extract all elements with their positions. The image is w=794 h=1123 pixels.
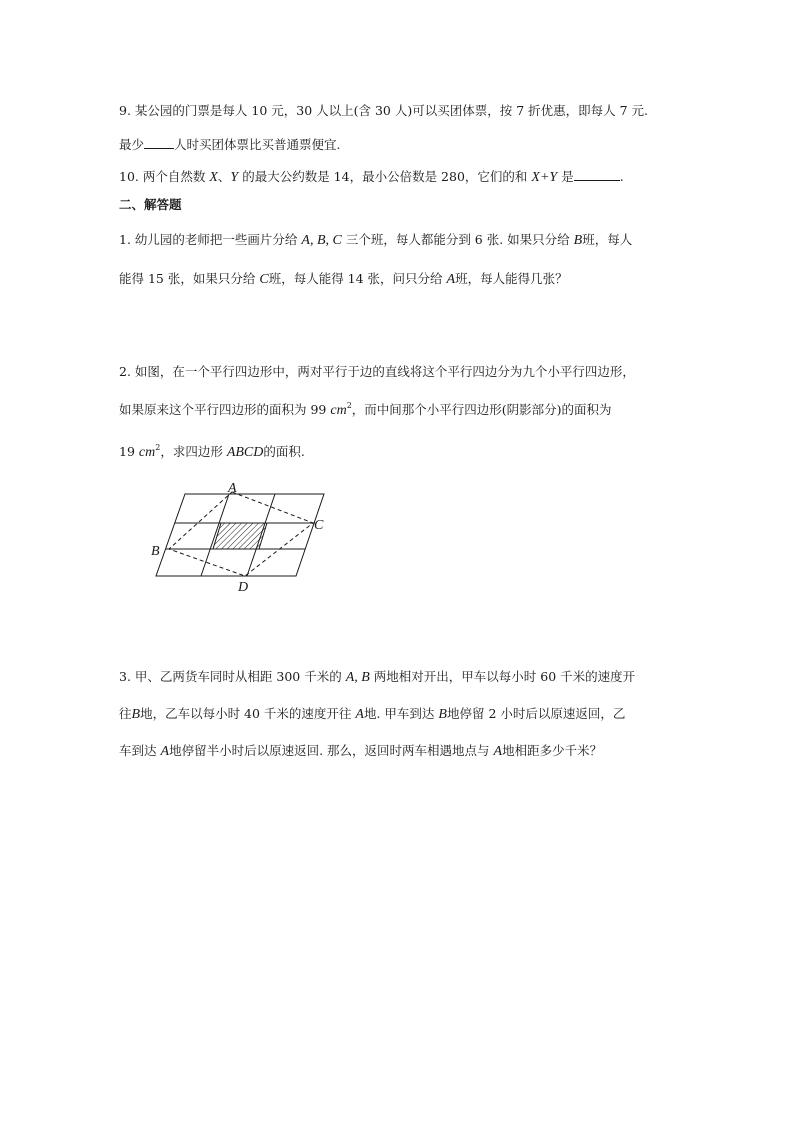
- p1-text-2b: 班，每人能得 14 张，问只分给: [268, 271, 443, 286]
- p2-line-1: [119, 366, 635, 379]
- p2-exp-2: 2: [155, 443, 161, 452]
- p3-text-1b: 两地相对开出，甲车以每小时 60 千米的速度开: [373, 669, 636, 684]
- p2-text-3b: ，求四边形: [160, 444, 223, 459]
- section-title-text: 二、解答题: [119, 197, 182, 212]
- q9-text-2b: 人时买团体票比买普通票便宜.: [174, 137, 341, 152]
- label-c: C: [314, 518, 324, 533]
- p2-line-3: [119, 443, 305, 460]
- shaded-cell: [213, 523, 267, 549]
- p3-a-1: A: [355, 707, 364, 722]
- section-title: [119, 199, 182, 212]
- p1-abc: A, B, C: [301, 233, 342, 248]
- p1-text-2c: 班，每人能得几张？: [455, 271, 568, 286]
- p3-line-2: [119, 708, 625, 722]
- p2-unit-1: cm: [330, 403, 347, 418]
- p1-text-2a: 能得 15 张，如果只分给: [119, 271, 256, 286]
- p2-text-2b: ，而中间那个小平行四边形(阴影部分)的面积为: [351, 402, 612, 417]
- parallelogram-figure: [145, 478, 335, 594]
- p3-b-1: B: [131, 707, 141, 722]
- p2-unit-2: cm: [138, 445, 156, 460]
- q10-text-b: 的最大公约数是 14，最小公倍数是 280，它们的和: [242, 169, 528, 184]
- p2-abcd: ABCD: [226, 445, 264, 460]
- q9-line-1: [119, 105, 648, 118]
- p3-text-2b: 地，乙车以每小时 40 千米的速度开往: [140, 706, 352, 721]
- label-b: B: [151, 544, 160, 559]
- p1-a: A: [446, 272, 456, 287]
- p2-text-3a: 19: [119, 444, 135, 459]
- p2-line-2: [119, 401, 612, 418]
- q10-answer-blank[interactable]: [574, 168, 620, 181]
- p2-text-3c: 的面积.: [263, 444, 305, 459]
- p3-ab: A, B: [345, 670, 370, 685]
- q10-sum: X+Y: [531, 170, 558, 185]
- p3-b-2: B: [438, 707, 447, 722]
- label-d: D: [238, 580, 249, 594]
- q9-text-1: 9. 某公园的门票是每人 10 元，30 人以上(含 30 人)可以买团体票，按 7 折优惠，即每人 7 元.: [119, 103, 649, 118]
- q10-var-y: Y: [230, 170, 239, 185]
- q10-text-c: 是: [561, 169, 574, 184]
- q10-var-x: X: [209, 170, 218, 185]
- label-a: A: [228, 481, 237, 496]
- p1-line-2: [119, 273, 568, 287]
- p3-text-2a: 往: [119, 706, 132, 721]
- p3-line-1: [119, 671, 635, 685]
- p3-a-2: A: [160, 744, 170, 759]
- q10-line: [119, 168, 624, 185]
- p3-text-2c: 地. 甲车到达: [363, 706, 435, 721]
- p3-text-3b: 地停留半小时后以原速返回. 那么，返回时两车相遇地点与: [169, 743, 490, 758]
- q9-line-2: [119, 136, 341, 152]
- q10-text-a: 10. 两个自然数: [119, 169, 206, 184]
- q10-end: .: [619, 169, 624, 184]
- p1-text-1b: 三个班，每人都能分到 6 张. 如果只分给: [345, 232, 570, 247]
- p1-text-1c: 班，每人: [582, 232, 633, 247]
- p3-text-3c: 地相距多少千米？: [502, 743, 603, 758]
- p3-text-3a: 车到达: [119, 743, 157, 758]
- p2-exp-1: 2: [346, 401, 352, 410]
- p3-text-1a: 3. 甲、乙两货车同时从相距 300 千米的: [119, 669, 342, 684]
- p1-c: C: [259, 272, 269, 287]
- p1-line-1: [119, 234, 632, 248]
- p2-text-2a: 如果原来这个平行四边形的面积为 99: [119, 402, 327, 417]
- p3-line-3: [119, 745, 602, 759]
- p3-a-3: A: [493, 744, 503, 759]
- q9-answer-blank[interactable]: [144, 136, 174, 149]
- p3-text-2d: 地停留 2 小时后以原速返回，乙: [446, 706, 626, 721]
- p1-b: B: [573, 233, 583, 248]
- p2-text-1: 2. 如图，在一个平行四边形中，两对平行于边的直线将这个平行四边分为九个小平行四边形，: [119, 364, 635, 379]
- q10-sep: 、: [217, 169, 231, 184]
- q9-text-2a: 最少: [119, 137, 145, 152]
- p1-text-1a: 1. 幼儿园的老师把一些画片分给: [119, 232, 298, 247]
